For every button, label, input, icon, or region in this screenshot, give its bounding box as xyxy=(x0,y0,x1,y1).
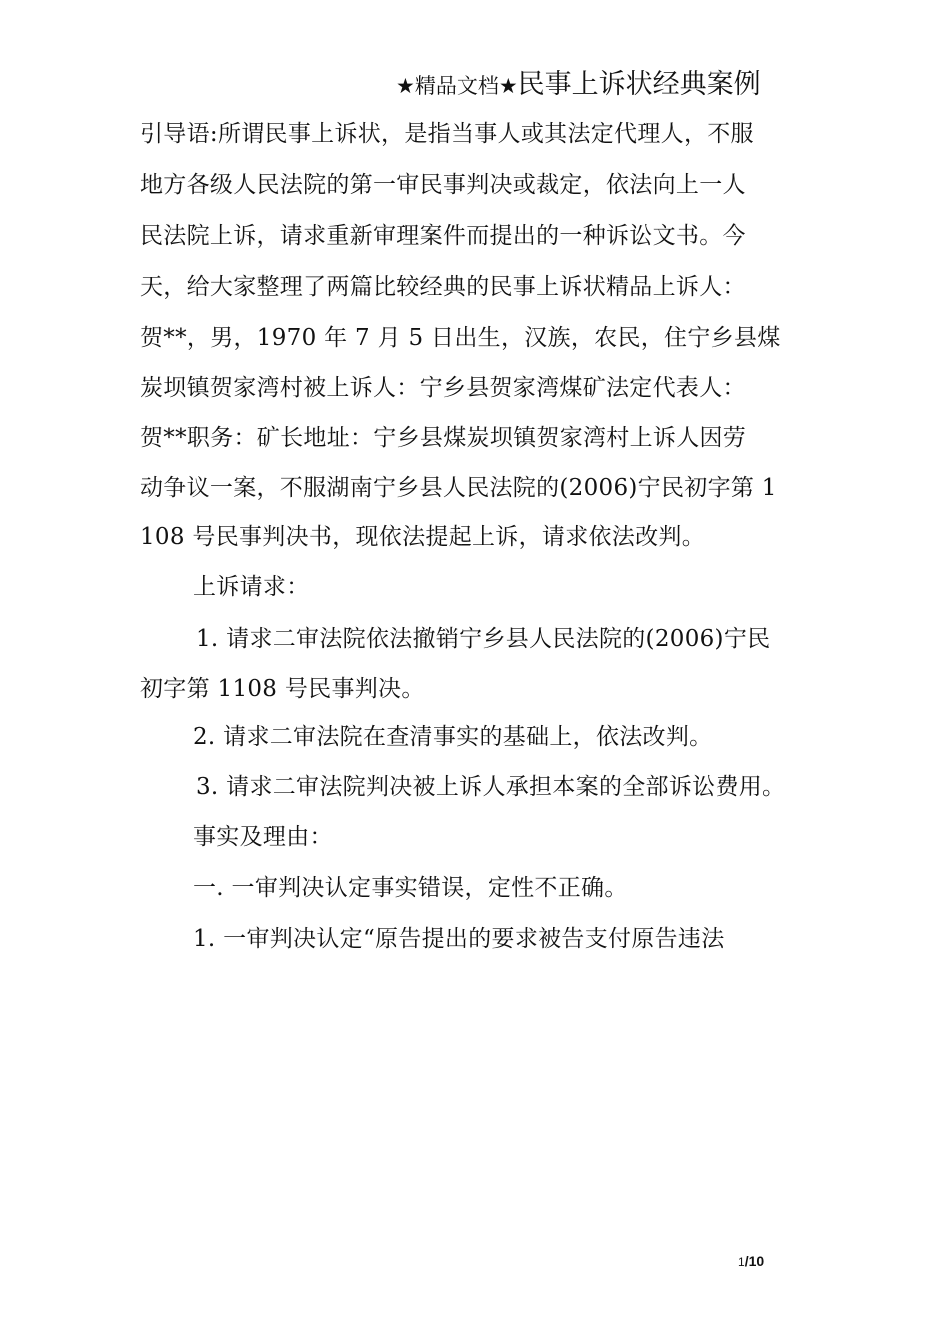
body-line: 动争议一案，不服湖南宁乡县人民法院的(2006)宁民初字第 1 xyxy=(140,475,777,501)
total-pages: /10 xyxy=(744,1253,765,1269)
body-line: 108 号民事判决书，现依法提起上诉，请求依法改判。 xyxy=(140,524,706,550)
document-title: 民事上诉状经典案例 xyxy=(517,69,761,100)
body-line: 天，给大家整理了两篇比较经典的民事上诉状精品上诉人： xyxy=(140,274,746,300)
list-item: 1. 一审判决认定“原告提出的要求被告支付原告违法 xyxy=(193,926,725,952)
body-line: 民法院上诉，请求重新审理案件而提出的一种诉讼文书。今 xyxy=(140,223,746,249)
page-number xyxy=(738,1253,764,1269)
list-item: 3. 请求二审法院判决被上诉人承担本案的全部诉讼费用。 xyxy=(196,774,786,800)
list-item: 1. 请求二审法院依法撤销宁乡县人民法院的(2006)宁民 xyxy=(196,626,771,652)
body-line: 引导语:所谓民事上诉状，是指当事人或其法定代理人，不服 xyxy=(140,121,754,147)
body-line: 炭坝镇贺家湾村被上诉人：宁乡县贺家湾煤矿法定代表人： xyxy=(140,375,746,401)
section-heading: 事实及理由： xyxy=(193,824,333,850)
header-prefix: ★精品文档★ xyxy=(396,74,518,98)
body-line: 地方各级人民法院的第一审民事判决或裁定，依法向上一人 xyxy=(140,172,746,198)
section-heading: 上诉请求： xyxy=(193,574,310,600)
list-item: 一. 一审判决认定事实错误，定性不正确。 xyxy=(193,875,628,901)
body-line: 贺**职务：矿长地址：宁乡县煤炭坝镇贺家湾村上诉人因劳 xyxy=(140,425,747,451)
list-item: 2. 请求二审法院在查清事实的基础上，依法改判。 xyxy=(193,724,713,750)
list-item-continuation: 初字第 1108 号民事判决。 xyxy=(140,676,425,702)
current-page: 1 xyxy=(738,1255,745,1269)
body-line: 贺**，男，1970 年 7 月 5 日出生，汉族，农民，住宁乡县煤 xyxy=(140,325,781,351)
document-header xyxy=(396,62,761,101)
